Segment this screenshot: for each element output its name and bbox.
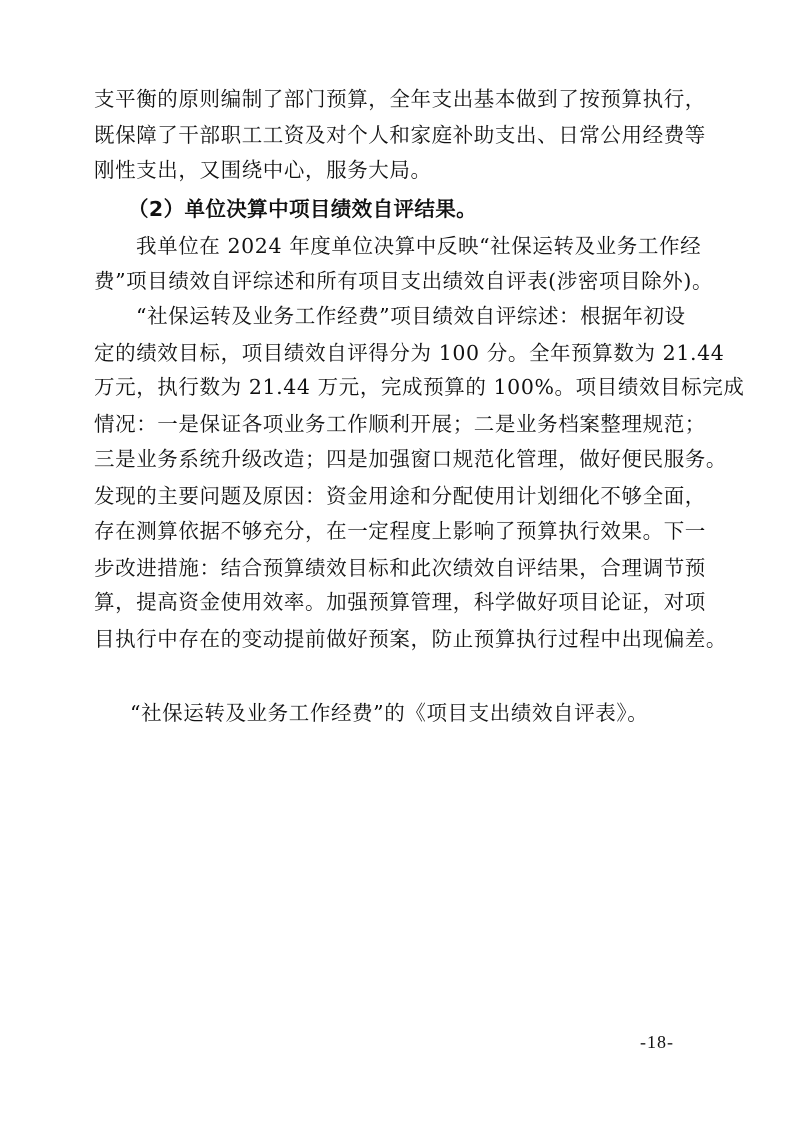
paragraph-line-16: 目执行中存在的变动提前做好预案，防止预算执行过程中出现偏差。 [94,627,727,651]
paragraph-line-10: 情况：一是保证各项业务工作顺利开展；二是业务档案整理规范； [94,412,706,436]
paragraph-line-8: 定的绩效目标，项目绩效自评得分为 100 分。全年预算数为 21.44 [94,341,725,365]
paragraph-line-2: 既保障了干部职工工资及对个人和家庭补助支出、日常公用经费等 [94,123,706,147]
paragraph-line-5: 我单位在 2024 年度单位决算中反映“社保运转及业务工作经 [136,234,702,258]
closing-line: “社保运转及业务工作经费”的《项目支出绩效自评表》。 [130,701,649,725]
paragraph-line-11: 三是业务系统升级改造；四是加强窗口规范化管理，做好便民服务。 [94,447,727,471]
section-heading: （2）单位决算中项目绩效自评结果。 [128,197,478,221]
page-number: -18- [640,1032,674,1052]
paragraph-line-3: 刚性支出，又围绕中心，服务大局。 [94,158,432,182]
paragraph-line-13: 存在测算依据不够充分，在一定程度上影响了预算执行效果。下一 [94,519,706,543]
paragraph-line-12: 发现的主要问题及原因：资金用途和分配使用计划细化不够全面， [94,484,706,508]
paragraph-line-15: 算，提高资金使用效率。加强预算管理，科学做好项目论证，对项 [94,590,706,614]
paragraph-line-9: 万元，执行数为 21.44 万元，完成预算的 100%。项目绩效目标完成 [94,375,745,399]
paragraph-line-14: 步改进措施：结合预算绩效目标和此次绩效自评结果，合理调节预 [94,556,706,580]
paragraph-line-1: 支平衡的原则编制了部门预算，全年支出基本做到了按预算执行， [94,87,706,111]
paragraph-line-6: 费”项目绩效自评综述和所有项目支出绩效自评表(涉密项目除外)。 [94,269,714,293]
paragraph-line-7: “社保运转及业务工作经费”项目绩效自评综述：根据年初设 [136,304,686,328]
